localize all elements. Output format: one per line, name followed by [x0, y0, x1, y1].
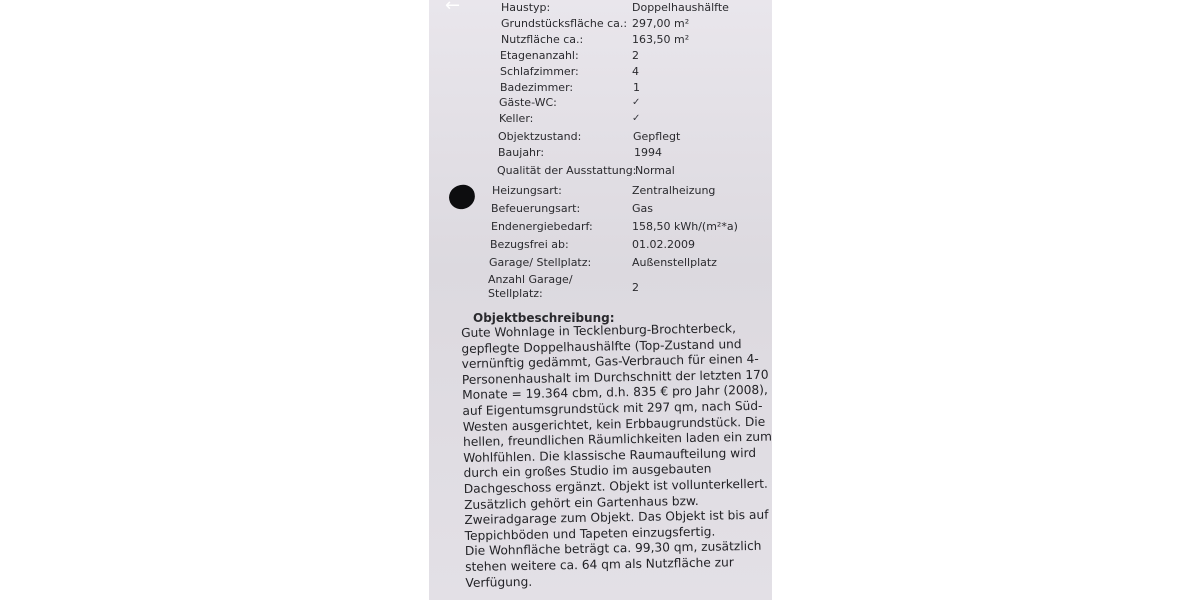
description-line: Zweiradgarage zum Objekt. Das Objekt ist bis auf — [464, 507, 769, 528]
description-line: Verfügung. — [465, 574, 533, 590]
detail-value: Gepflegt — [633, 130, 681, 143]
detail-label: Garage/ Stellplatz: — [489, 256, 592, 269]
detail-label: Baujahr: — [498, 146, 545, 159]
detail-value: 4 — [632, 65, 639, 78]
description-line: Dachgeschoss ergänzt. Objekt ist vollunterkellert. — [463, 476, 768, 496]
description-line: Die Wohnfläche beträgt ca. 99,30 qm, zusätzlich — [464, 539, 762, 559]
description-line: hellen, freundlichen Räumlichkeiten laden ein zum — [462, 429, 772, 450]
detail-value: Doppelhaushälfte — [632, 1, 729, 14]
detail-value: 163,50 m² — [632, 33, 690, 46]
detail-label: Keller: — [499, 112, 534, 125]
detail-label: Befeuerungsart: — [491, 202, 581, 215]
detail-value: Gas — [632, 202, 653, 215]
detail-value: 297,00 m² — [632, 17, 690, 30]
detail-label: Heizungsart: — [492, 184, 562, 197]
description-line: auf Eigentumsgrundstück mit 297 qm, nach Süd- — [462, 398, 763, 418]
detail-label: Endenergiebedarf: — [491, 220, 593, 233]
detail-value: 1 — [633, 81, 640, 94]
detail-label: Bezugsfrei ab: — [490, 238, 569, 251]
description-line: durch ein großes Studio im ausgebauten — [463, 461, 712, 481]
description-line: Westen ausgerichtet, kein Erbbaugrundstück. Die — [462, 414, 766, 434]
description-line: gepflegte Doppelhaushälfte (Top-Zustand und — [461, 336, 742, 356]
detail-label-line2: Stellplatz: — [488, 287, 543, 300]
detail-label: Anzahl Garage/ — [488, 273, 573, 286]
description-line: Gute Wohnlage in Tecklenburg-Brochterbeck, — [461, 321, 737, 340]
photo-viewer — [429, 0, 772, 600]
document-photo — [429, 0, 772, 600]
detail-label: Etagenanzahl: — [500, 49, 579, 62]
description-line: Wohlfühlen. Die klassische Raumaufteilung wird — [463, 445, 757, 465]
detail-value: 2 — [632, 281, 639, 294]
detail-label: Haustyp: — [501, 1, 551, 14]
detail-label: Nutzfläche ca.: — [501, 33, 584, 46]
ink-blot — [447, 183, 477, 212]
detail-label: Gäste-WC: — [499, 96, 557, 109]
detail-value: 158,50 kWh/(m²*a) — [632, 220, 738, 233]
check-icon: ✓ — [632, 97, 641, 108]
description-line: Teppichböden und Tapeten einzugsfertig. — [464, 524, 716, 543]
check-icon: ✓ — [632, 113, 641, 124]
description-body — [461, 321, 771, 591]
detail-label: Qualität der Ausstattung: — [497, 164, 637, 177]
description-title: Objektbeschreibung: — [473, 311, 615, 325]
detail-value: 1994 — [634, 146, 662, 159]
description-line: Personenhaushalt im Durchschnitt der letzten 170 — [461, 367, 769, 387]
description-line: Zusätzlich gehört ein Gartenhaus bzw. — [463, 493, 699, 512]
detail-label: Objektzustand: — [498, 130, 582, 143]
description-line: vernünftig gedämmt, Gas-Verbrauch für einen 4- — [461, 351, 759, 372]
detail-value: Außenstellplatz — [632, 256, 717, 269]
description-line: Monate = 19.364 cbm, d.h. 835 € pro Jahr (2008), — [462, 383, 769, 403]
detail-label: Schlafzimmer: — [500, 65, 579, 78]
arrow-left-icon[interactable]: ← — [445, 0, 461, 16]
description-line: stehen weitere ca. 64 qm als Nutzfläche zur — [465, 555, 734, 574]
detail-value: 01.02.2009 — [632, 238, 695, 251]
detail-label: Badezimmer: — [500, 81, 574, 94]
detail-label: Grundstücksfläche ca.: — [501, 17, 628, 30]
detail-value: Zentralheizung — [632, 184, 716, 197]
detail-value: 2 — [632, 49, 639, 62]
detail-value: Normal — [635, 164, 675, 177]
